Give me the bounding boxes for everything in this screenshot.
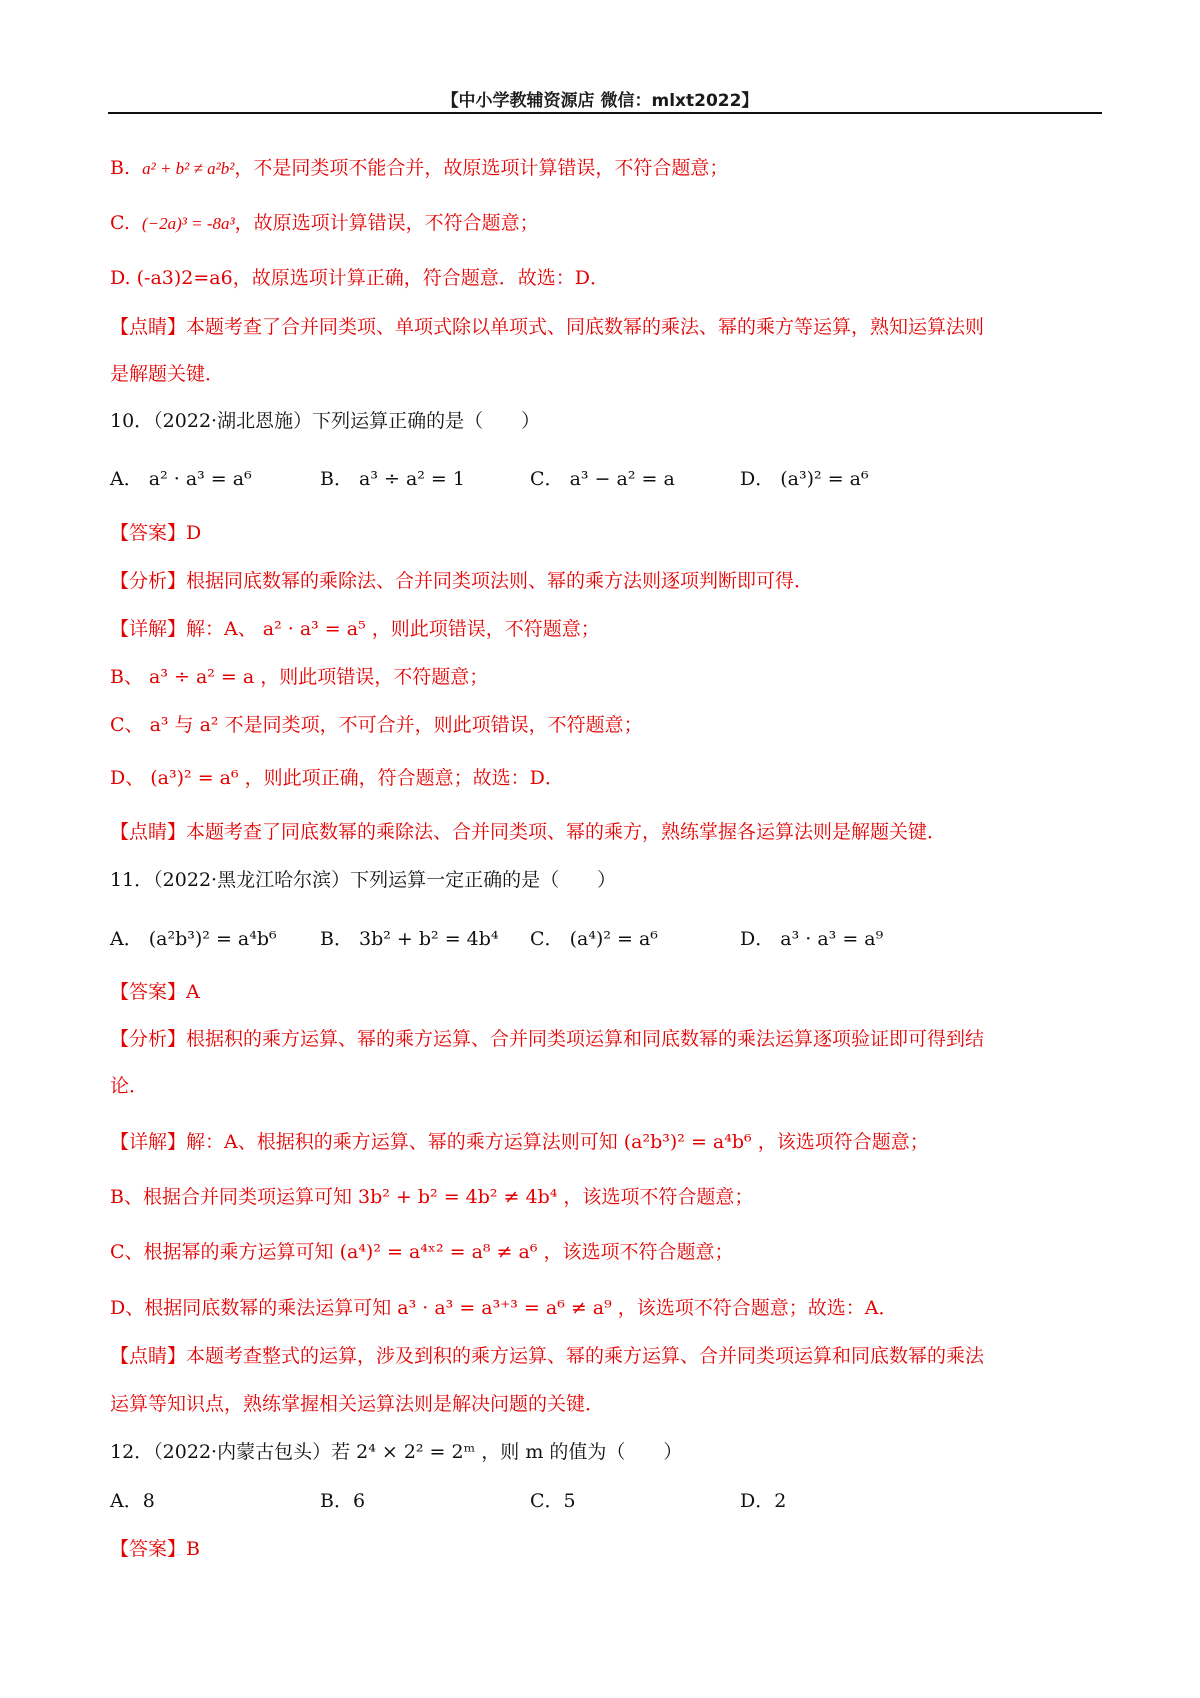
q11-detail-c: C、根据幂的乘方运算可知 (a⁴)² = a⁴ˣ² = a⁸ ≠ a⁶ ，该选项不符合题意； bbox=[110, 1241, 734, 1263]
q12-answer: 【答案】B bbox=[110, 1538, 200, 1560]
q11-detail-d: D、根据同底数幂的乘法运算可知 a³ · a³ = a³⁺³ = a⁶ ≠ a⁹ ，该选项不符合题意；故选：A． bbox=[110, 1297, 898, 1319]
q9-tip-line1: 【点睛】本题考查了合并同类项、单项式除以单项式、同底数幂的乘法、幂的乘方等运算，熟知运算法则 bbox=[110, 316, 985, 338]
q11-option-a: A． (a²b³)² = a⁴b⁶ bbox=[110, 928, 277, 950]
q10-option-b: B． a³ ÷ a² = 1 bbox=[320, 468, 465, 490]
q9-c-math: (−2a)³ = -8a³ bbox=[142, 214, 235, 233]
q12-option-c: C．5 bbox=[530, 1490, 576, 1512]
q10-question: 10．（2022·湖北恩施）下列运算正确的是（ ） bbox=[110, 410, 541, 432]
q12-question: 12．（2022·内蒙古包头）若 2⁴ × 2² = 2ᵐ ，则 m 的值为（ ） bbox=[110, 1441, 683, 1463]
q12-option-b: B．6 bbox=[320, 1490, 366, 1512]
q11-tip-line2: 运算等知识点，熟练掌握相关运算法则是解决问题的关键． bbox=[110, 1393, 605, 1415]
q9-b-math: a² + b² ≠ a²b² bbox=[142, 159, 235, 178]
q9-option-c-line bbox=[110, 209, 539, 238]
q10-answer: 【答案】D bbox=[110, 522, 202, 544]
q9-c-prefix: C. bbox=[110, 212, 130, 234]
q12-option-a: A．8 bbox=[110, 1490, 155, 1512]
q10-detail-c: C、 a³ 与 a² 不是同类项，不可合并，则此项错误，不符题意； bbox=[110, 714, 643, 736]
q10-option-a: A． a² · a³ = a⁶ bbox=[110, 468, 252, 490]
q10-option-d: D． (a³)² = a⁶ bbox=[740, 468, 869, 490]
header-rule bbox=[108, 112, 1102, 114]
q11-detail-b: B、根据合并同类项运算可知 3b² + b² = 4b² ≠ 4b⁴ ，该选项不符合题意； bbox=[110, 1186, 754, 1208]
q9-tip-line2: 是解题关键． bbox=[110, 363, 225, 385]
q12-options bbox=[110, 1487, 950, 1515]
q11-analysis-line2: 论． bbox=[110, 1075, 149, 1097]
q10-option-c: C． a³ − a² = a bbox=[530, 468, 675, 490]
q11-answer: 【答案】A bbox=[110, 981, 200, 1003]
q9-b-prefix: B. bbox=[110, 157, 131, 179]
q12-option-d: D．2 bbox=[740, 1490, 787, 1512]
q11-option-d: D． a³ · a³ = a⁹ bbox=[740, 928, 884, 950]
q10-analysis: 【分析】根据同底数幂的乘除法、合并同类项法则、幂的乘方法则逐项判断即可得． bbox=[110, 570, 814, 592]
q9-option-d-line: D. (-a3)2=a6，故原选项计算正确，符合题意．故选：D． bbox=[110, 267, 609, 289]
q10-detail-b: B、 a³ ÷ a² = a ，则此项错误，不符题意； bbox=[110, 666, 489, 688]
q11-analysis-line1: 【分析】根据积的乘方运算、幂的乘方运算、合并同类项运算和同底数幂的乘法运算逐项验证即可得到结 bbox=[110, 1028, 985, 1050]
page-header: 【中小学教辅资源店 微信：mlxt2022】 bbox=[441, 91, 759, 111]
q11-options bbox=[110, 925, 950, 953]
q10-detail-a: 【详解】解：A、 a² · a³ = a⁵ ，则此项错误，不符题意； bbox=[110, 618, 600, 640]
q11-option-c: C． (a⁴)² = a⁶ bbox=[530, 928, 658, 950]
q11-option-b: B． 3b² + b² = 4b⁴ bbox=[320, 928, 499, 950]
q10-tip: 【点睛】本题考查了同底数幂的乘除法、合并同类项、幂的乘方，熟练掌握各运算法则是解题关键． bbox=[110, 821, 947, 843]
q9-b-text: ，不是同类项不能合并，故原选项计算错误，不符合题意； bbox=[234, 157, 729, 179]
q11-question: 11．（2022·黑龙江哈尔滨）下列运算一定正确的是（ ） bbox=[110, 869, 617, 891]
q11-detail-a: 【详解】解：A、根据积的乘方运算、幂的乘方运算法则可知 (a²b³)² = a⁴b⁶ ，该选项符合题意； bbox=[110, 1131, 929, 1153]
q10-detail-d: D、 (a³)² = a⁶ ，则此项正确，符合题意；故选：D． bbox=[110, 767, 564, 789]
q10-options bbox=[110, 465, 950, 493]
q9-c-text: ，故原选项计算错误，不符合题意； bbox=[234, 212, 539, 234]
q11-tip-line1: 【点睛】本题考查整式的运算，涉及到积的乘方运算、幂的乘方运算、合并同类项运算和同底数幂的乘法 bbox=[110, 1345, 985, 1367]
q9-option-b-line bbox=[110, 154, 728, 183]
